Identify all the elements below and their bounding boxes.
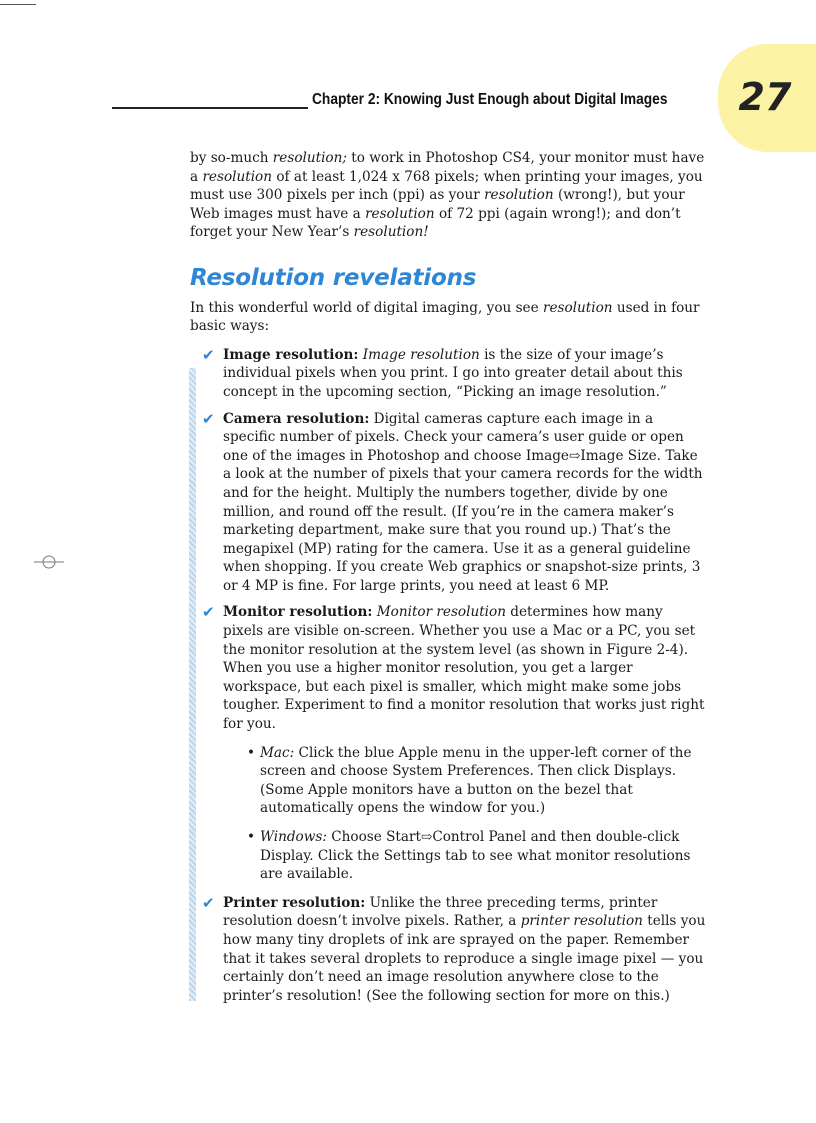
term: Printer resolution: — [223, 894, 366, 911]
section-lead: In this wonderful world of digital imaging, you see resolution used in four basic ways: — [190, 299, 700, 335]
term: Image resolution: — [223, 346, 359, 363]
section-heading: Resolution revelations — [190, 264, 477, 291]
sub-list — [247, 744, 706, 884]
check-icon: ✔ — [202, 893, 215, 912]
list-item: ✔ Camera resolution: Digital cameras capture each image in a specific number of pixels. Check your camera’s user guide or open one of the images in Photoshop and choose Image⇨Image Size. Take a look at the number of pixels that your camera records for the width and for the height. Multiply the numbers together, divide by one million, and round off the result. (If you’re in the camera maker’s marketing department, make sure that you round up.) That’s the megapixel (MP) rating for the camera. Use it as a general guideline when shopping. If you create Web graphics or snapshot-size prints, 3 or 4 MP is fine. For large prints, you need at least 6 MP. — [202, 409, 703, 594]
list-item: ✔ Monitor resolution: Monitor resolution determines how many pixels are visible on-screen. Whether you use a Mac or a PC, you set the monitor resolution at the system level (as shown in Figure 2-4). When you use a higher monitor resolution, you get a larger workspace, but each pixel is smaller, which might make some jobs tougher. Experiment to find a monitor resolution that works just right for you. • Mac: Click the blue Apple menu in the upper-left corner of the screen and choose System Preferences. Then click Displays. (Some Apple monitors have a button on the bezel that automatically opens the window for you.) • Windows: Choose Start⇨Control Panel and then double-click Display. Click the Settings tab to see what monitor resolutions are available. — [202, 603, 705, 883]
page-body — [190, 149, 706, 1013]
check-icon: ✔ — [202, 345, 215, 364]
check-icon: ✔ — [202, 409, 215, 428]
bullet-icon: • — [247, 744, 256, 761]
resolution-list — [190, 346, 706, 1006]
menu-arrow-icon: ⇨ — [420, 829, 433, 845]
check-icon: ✔ — [202, 603, 215, 622]
page-number: 27 — [738, 75, 792, 119]
sub-list-item: • Mac: Click the blue Apple menu in the upper-left corner of the screen and choose System Preferences. Then click Displays. (Some Apple monitors have a button on the bezel that automatically opens the window for you.) — [247, 744, 692, 817]
list-item: ✔ Printer resolution: Unlike the three preceding terms, printer resolution doesn’t involve pixels. Rather, a printer resolution tells you how many tiny droplets of ink are sprayed on the paper. Remember that it takes several droplets to reproduce a single image pixel — you certainly don’t need an image resolution anywhere close to the printer’s resolution! (See the following section for more on this.) — [202, 893, 706, 1004]
top-crop-line — [0, 4, 36, 5]
chapter-title: Chapter 2: Knowing Just Enough about Digital Images — [312, 91, 668, 108]
bullet-icon: • — [247, 829, 256, 845]
term: Monitor resolution: — [223, 604, 373, 621]
list-item: ✔ Image resolution: Image resolution is the size of your image’s individual pixels when you print. I go into greater detail about this concept in the upcoming section, “Picking an image resolution.” — [202, 345, 683, 400]
sub-list-item: • Windows: Choose Start⇨Control Panel and then double-click Display. Click the Settings tab to see what monitor resolutions are available. — [247, 829, 691, 883]
header-rule — [112, 107, 308, 109]
intro-paragraph: by so-much resolution; to work in Photoshop CS4, your monitor must have a resolution of at least 1,024 x 768 pixels; when printing your images, you must use 300 pixels per inch (ppi) as your resolution (wrong!), but your Web images must have a resolution of 72 ppi (again wrong!); and don’t forget your New Year’s resolution! — [190, 150, 705, 241]
registration-mark-icon — [34, 547, 64, 577]
menu-arrow-icon: ⇨ — [568, 447, 581, 464]
term: Camera resolution: — [223, 410, 370, 427]
